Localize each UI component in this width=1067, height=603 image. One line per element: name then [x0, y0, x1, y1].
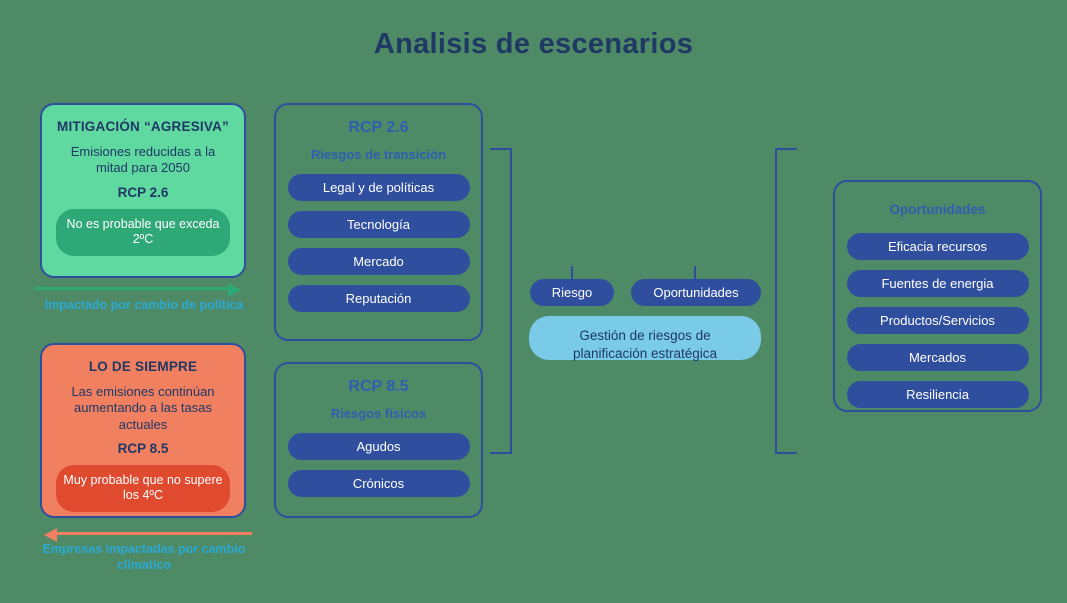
bracket-opportunities	[775, 148, 797, 454]
panel-rcp26	[274, 103, 483, 341]
arrow-climate-line	[57, 532, 252, 535]
scenario-card-lodesiempre	[40, 343, 246, 518]
scenario-rcp: RCP 8.5	[117, 440, 169, 456]
scenario-heading: LO DE SIEMPRE	[88, 359, 198, 374]
risk-pill-agudos[interactable]: Agudos	[288, 433, 470, 460]
arrow-policy-line	[34, 287, 229, 290]
scenario-outcome-pill: Muy probable que no supere los 4ºC	[56, 465, 230, 512]
panel-oportunidades	[833, 180, 1042, 412]
arrow-policy-caption: Impactado por cambio de política	[44, 298, 244, 312]
panel-rcp85	[274, 362, 483, 518]
risk-pill-cronicos[interactable]: Crónicos	[288, 470, 470, 497]
panel-subtitle: Riesgos de transición	[310, 147, 447, 162]
opportunity-pill-mercados[interactable]: Mercados	[847, 344, 1029, 371]
scenario-heading: MITIGACIÓN “AGRESIVA”	[57, 119, 229, 134]
opportunity-pill-productos[interactable]: Productos/Servicios	[847, 307, 1029, 334]
panel-title: Oportunidades	[889, 202, 986, 217]
panel-title: RCP 8.5	[348, 378, 409, 395]
arrow-climate-head	[44, 528, 57, 542]
opportunity-pill-energia[interactable]: Fuentes de energia	[847, 270, 1029, 297]
risk-pill-mercado[interactable]: Mercado	[288, 248, 470, 275]
opportunity-pill-eficacia[interactable]: Eficacia recursos	[847, 233, 1029, 260]
tag-oportunidades[interactable]: Oportunidades	[631, 279, 761, 306]
scenario-body: Las emisiones continúan aumentando a las tasas actuales	[71, 384, 215, 432]
bracket-risks	[490, 148, 512, 454]
risk-pill-legal[interactable]: Legal y de políticas	[288, 174, 470, 201]
tag-riesgo[interactable]: Riesgo	[530, 279, 614, 306]
risk-pill-reputacion[interactable]: Reputación	[288, 285, 470, 312]
risk-pill-tecnologia[interactable]: Tecnología	[288, 211, 470, 238]
opportunity-pill-resiliencia[interactable]: Resiliencia	[847, 381, 1029, 408]
scenario-card-mitigacion	[40, 103, 246, 278]
page-title: Analisis de escenarios	[373, 28, 694, 60]
arrow-climate-caption: Empresas impactadas por cambio climatico	[42, 542, 246, 572]
panel-subtitle: Riesgos físicos	[330, 406, 427, 421]
scenario-body: Emisiones reducidas a la mitad para 2050	[70, 144, 216, 176]
panel-title: RCP 2.6	[348, 119, 409, 136]
scenario-outcome-pill: No es probable que exceda 2ºC	[56, 209, 230, 256]
scenario-rcp: RCP 2.6	[117, 184, 169, 200]
arrow-policy-head	[228, 283, 241, 297]
strategic-risk-management-box: Gestión de riesgos de planificación estratégica	[529, 316, 761, 360]
